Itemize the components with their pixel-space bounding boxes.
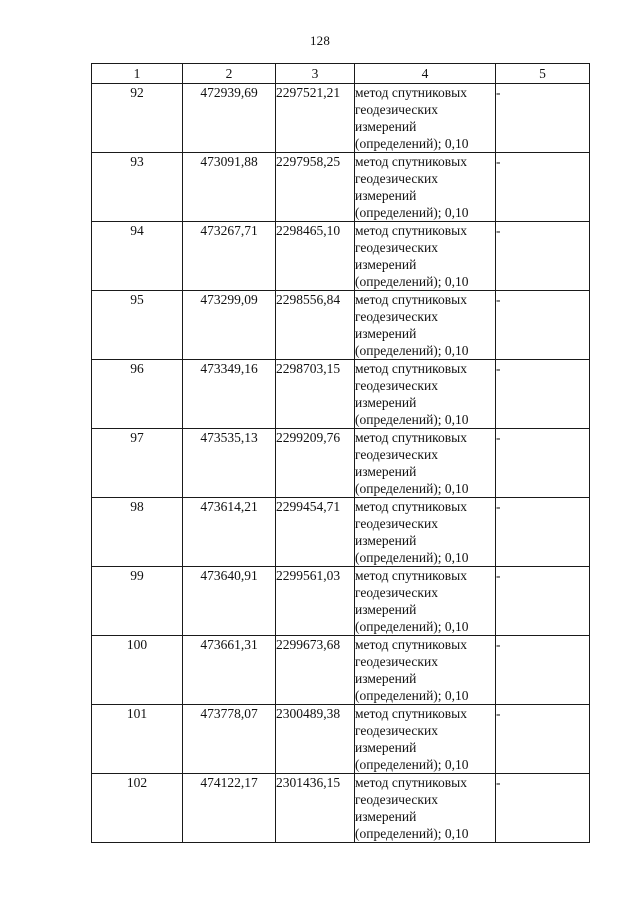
x-coordinate-cell: 473349,16: [183, 360, 276, 429]
point-number-cell: 98: [92, 498, 183, 567]
method-cell: метод спутниковых геодезических измерений (определений); 0,10: [355, 636, 496, 705]
note-cell: -: [496, 84, 590, 153]
table-row: [92, 774, 590, 843]
column-header-2: 2: [183, 64, 276, 84]
point-number-cell: 94: [92, 222, 183, 291]
table-row: [92, 567, 590, 636]
y-coordinate-cell: 2297958,25: [276, 153, 355, 222]
method-cell: метод спутниковых геодезических измерений (определений); 0,10: [355, 153, 496, 222]
header-row: [92, 64, 590, 84]
page-number: 128: [309, 33, 331, 48]
note-cell: -: [496, 360, 590, 429]
table-header: [92, 64, 590, 84]
y-coordinate-cell: 2299209,76: [276, 429, 355, 498]
note-cell: -: [496, 774, 590, 843]
point-number-cell: 102: [92, 774, 183, 843]
y-coordinate-cell: 2299454,71: [276, 498, 355, 567]
y-coordinate-cell: 2298465,10: [276, 222, 355, 291]
point-number-cell: 97: [92, 429, 183, 498]
method-cell: метод спутниковых геодезических измерений (определений); 0,10: [355, 222, 496, 291]
column-header-5: 5: [496, 64, 590, 84]
point-number-cell: 99: [92, 567, 183, 636]
point-number-cell: 100: [92, 636, 183, 705]
x-coordinate-cell: 473267,71: [183, 222, 276, 291]
point-number-cell: 92: [92, 84, 183, 153]
x-coordinate-cell: 473535,13: [183, 429, 276, 498]
method-cell: метод спутниковых геодезических измерений (определений); 0,10: [355, 567, 496, 636]
table-row: [92, 360, 590, 429]
point-number-cell: 95: [92, 291, 183, 360]
coordinates-table: [91, 63, 590, 843]
note-cell: -: [496, 498, 590, 567]
table-row: [92, 429, 590, 498]
point-number-cell: 96: [92, 360, 183, 429]
table-row: [92, 222, 590, 291]
point-number-cell: 93: [92, 153, 183, 222]
y-coordinate-cell: 2298556,84: [276, 291, 355, 360]
method-cell: метод спутниковых геодезических измерений (определений); 0,10: [355, 84, 496, 153]
table-row: [92, 498, 590, 567]
point-number-cell: 101: [92, 705, 183, 774]
x-coordinate-cell: 472939,69: [183, 84, 276, 153]
note-cell: -: [496, 636, 590, 705]
y-coordinate-cell: 2299673,68: [276, 636, 355, 705]
method-cell: метод спутниковых геодезических измерений (определений); 0,10: [355, 705, 496, 774]
method-cell: метод спутниковых геодезических измерений (определений); 0,10: [355, 774, 496, 843]
y-coordinate-cell: 2300489,38: [276, 705, 355, 774]
note-cell: -: [496, 705, 590, 774]
method-cell: метод спутниковых геодезических измерений (определений); 0,10: [355, 291, 496, 360]
x-coordinate-cell: 473091,88: [183, 153, 276, 222]
x-coordinate-cell: 474122,17: [183, 774, 276, 843]
x-coordinate-cell: 473299,09: [183, 291, 276, 360]
y-coordinate-cell: 2299561,03: [276, 567, 355, 636]
column-header-4: 4: [355, 64, 496, 84]
table-row: [92, 84, 590, 153]
note-cell: -: [496, 153, 590, 222]
table-body: [92, 84, 590, 843]
method-cell: метод спутниковых геодезических измерений (определений); 0,10: [355, 498, 496, 567]
note-cell: -: [496, 567, 590, 636]
method-cell: метод спутниковых геодезических измерений (определений); 0,10: [355, 360, 496, 429]
note-cell: -: [496, 291, 590, 360]
table-row: [92, 291, 590, 360]
y-coordinate-cell: 2298703,15: [276, 360, 355, 429]
column-header-1: 1: [92, 64, 183, 84]
x-coordinate-cell: 473661,31: [183, 636, 276, 705]
table-row: [92, 153, 590, 222]
table-row: [92, 705, 590, 774]
column-header-3: 3: [276, 64, 355, 84]
x-coordinate-cell: 473778,07: [183, 705, 276, 774]
note-cell: -: [496, 222, 590, 291]
method-cell: метод спутниковых геодезических измерений (определений); 0,10: [355, 429, 496, 498]
y-coordinate-cell: 2297521,21: [276, 84, 355, 153]
x-coordinate-cell: 473614,21: [183, 498, 276, 567]
table-row: [92, 636, 590, 705]
y-coordinate-cell: 2301436,15: [276, 774, 355, 843]
note-cell: -: [496, 429, 590, 498]
x-coordinate-cell: 473640,91: [183, 567, 276, 636]
